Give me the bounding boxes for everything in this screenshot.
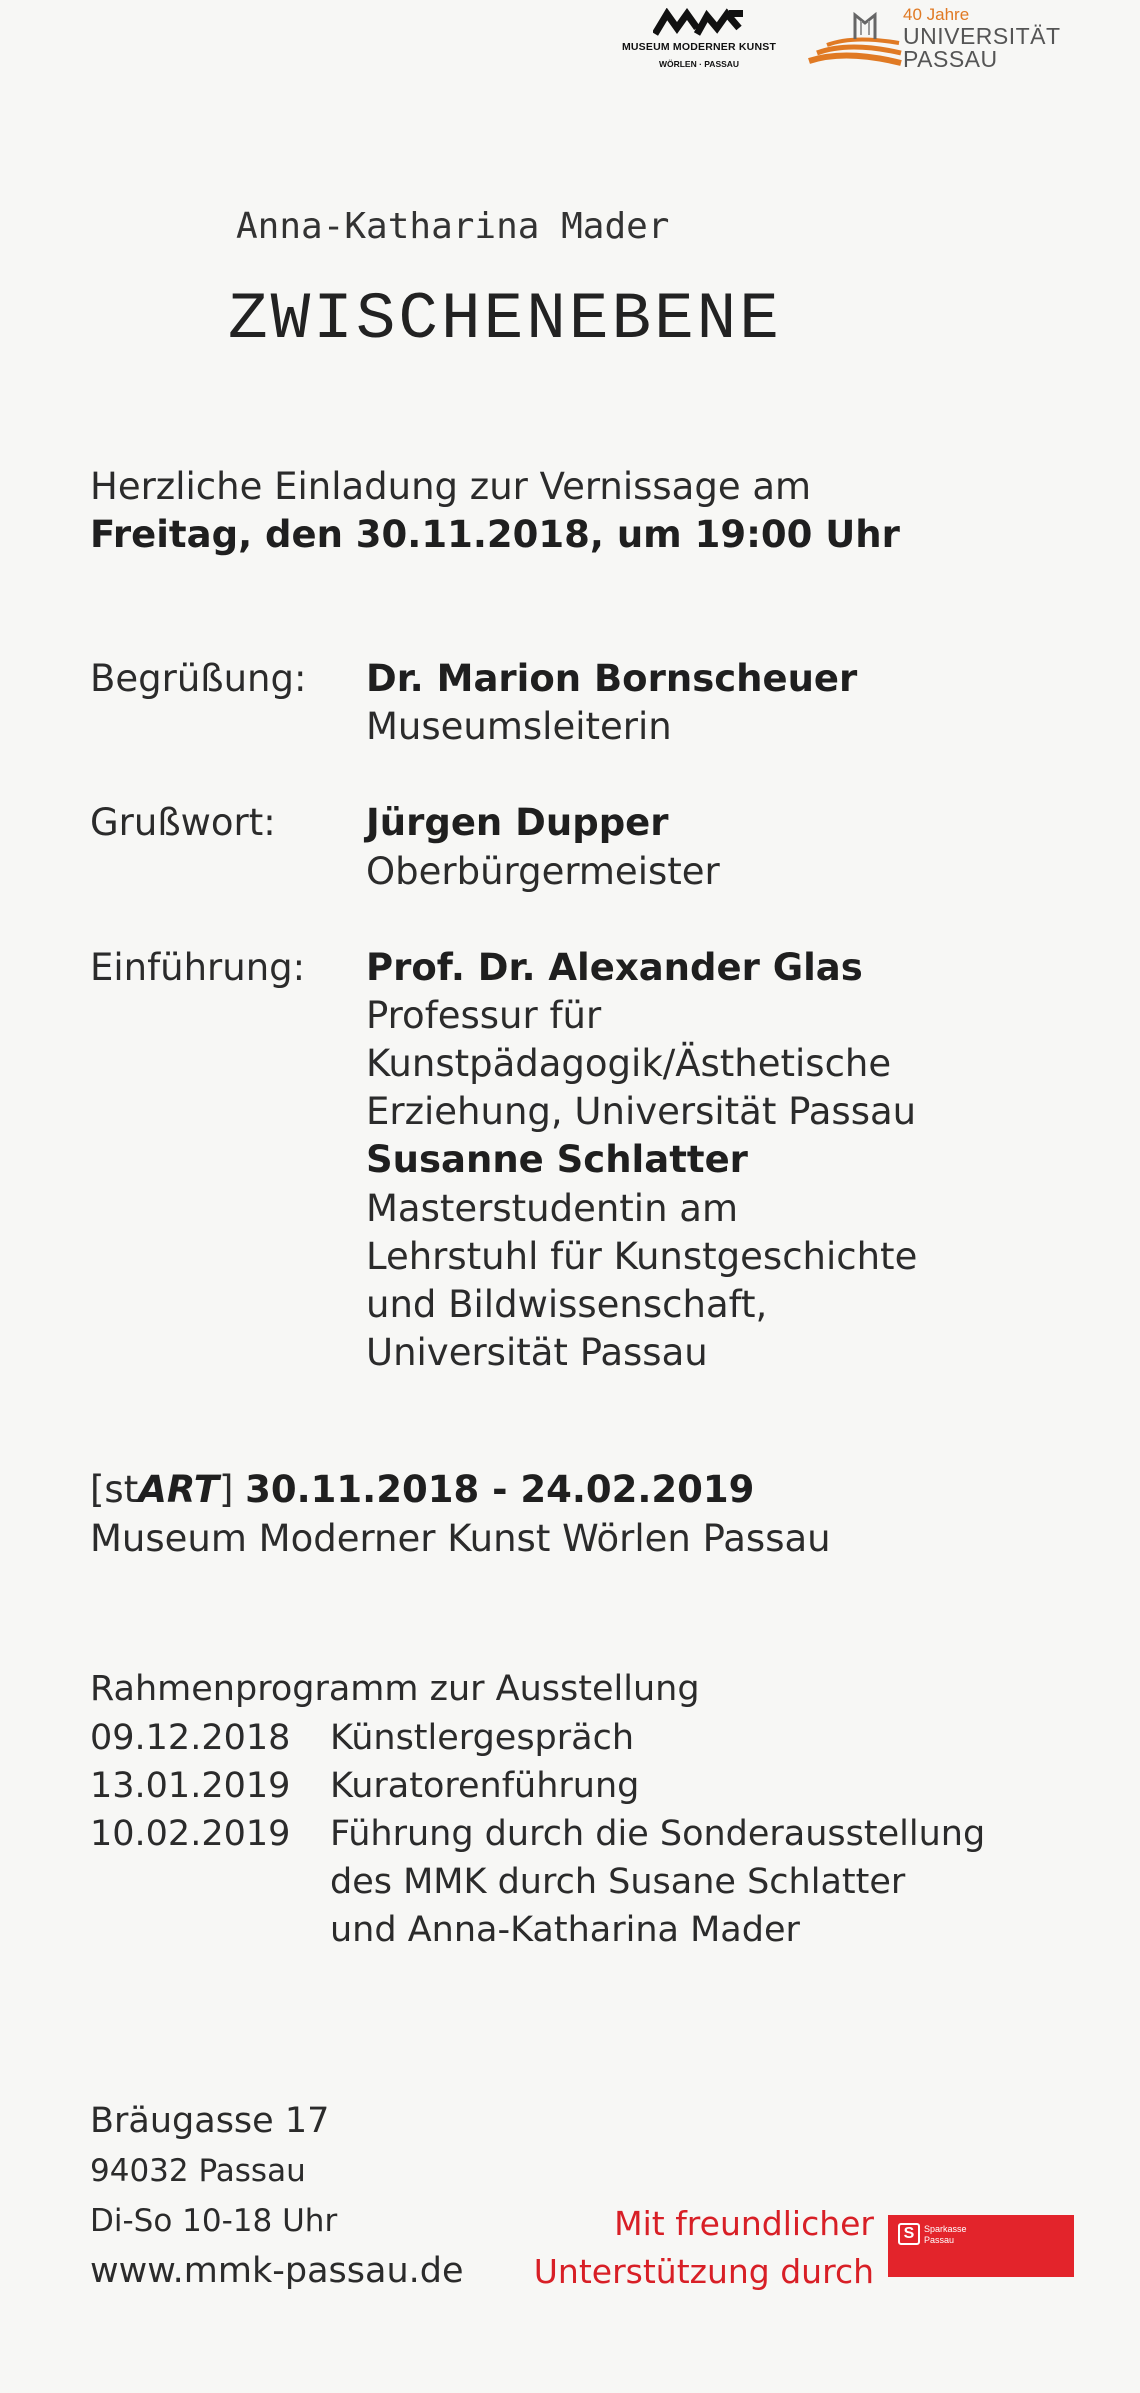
series-bracket-open: [st bbox=[90, 1468, 139, 1511]
university-anniversary: 40 Jahre bbox=[903, 5, 970, 24]
sparkasse-name-line2: Passau bbox=[924, 2235, 955, 2245]
introduction-role-2-line: Masterstudentin am bbox=[366, 1187, 739, 1230]
introduction-role-1-line: Kunstpädagogik/Ästhetische bbox=[366, 1042, 892, 1085]
address-speech-name: Jürgen Dupper bbox=[366, 801, 669, 844]
address-city: 94032 Passau bbox=[90, 2153, 306, 2189]
opening-hours: Di-So 10-18 Uhr bbox=[90, 2203, 338, 2239]
program-event-text: Kuratorenführung bbox=[330, 1766, 640, 1806]
sparkasse-logo bbox=[888, 2215, 1074, 2277]
address-speech-role: Oberbürgermeister bbox=[366, 850, 720, 893]
introduction-role-2-line: Lehrstuhl für Kunstgeschichte bbox=[366, 1235, 918, 1278]
series-bracket-close: ] bbox=[218, 1468, 234, 1511]
university-logo bbox=[805, 5, 1061, 95]
exhibition-title: ZWISCHENEBENE bbox=[228, 282, 782, 357]
university-name-line2: PASSAU bbox=[903, 46, 998, 72]
greeting-name: Dr. Marion Bornscheuer bbox=[366, 657, 858, 700]
program-event-text: Führung durch die Sonderausstellung bbox=[330, 1814, 986, 1854]
exhibition-dates: 30.11.2018 - 24.02.2019 bbox=[245, 1468, 755, 1511]
introduction-label: Einführung: bbox=[90, 946, 306, 989]
introduction-name-2: Susanne Schlatter bbox=[366, 1138, 748, 1181]
artist-name: Anna-Katharina Mader bbox=[236, 206, 670, 247]
program-event-date: 10.02.2019 bbox=[90, 1814, 291, 1854]
website-link[interactable]: www.mmk-passau.de bbox=[90, 2251, 464, 2291]
program-event-date: 13.01.2019 bbox=[90, 1766, 291, 1806]
series-art: ART bbox=[138, 1468, 219, 1511]
introduction-role-2-line: und Bildwissenschaft, bbox=[366, 1283, 768, 1326]
introduction-role-1-line: Erziehung, Universität Passau bbox=[366, 1090, 917, 1133]
program-event-text: Künstlergespräch bbox=[330, 1718, 635, 1758]
mmk-logo-location: WÖRLEN · PASSAU bbox=[658, 59, 740, 69]
exhibition-series-line bbox=[90, 1466, 754, 1514]
program-event-date: 09.12.2018 bbox=[90, 1718, 291, 1758]
program-event-text: des MMK durch Susane Schlatter bbox=[330, 1862, 906, 1902]
address-street: Bräugasse 17 bbox=[90, 2101, 330, 2141]
mmk-logo bbox=[600, 8, 798, 90]
sponsor-note bbox=[508, 2200, 874, 2296]
sponsor-note-line2: Unterstützung durch bbox=[533, 2252, 874, 2291]
sparkasse-name bbox=[924, 2224, 967, 2246]
invitation-text: Herzliche Einladung zur Vernissage am bbox=[90, 465, 812, 508]
introduction-name-1: Prof. Dr. Alexander Glas bbox=[366, 946, 863, 989]
invitation-date: Freitag, den 30.11.2018, um 19:00 Uhr bbox=[90, 513, 900, 556]
sponsor-note-line1: Mit freundlicher bbox=[614, 2204, 874, 2243]
introduction-role-1-line: Professur für bbox=[366, 994, 602, 1037]
sparkasse-name-line1: Sparkasse bbox=[924, 2224, 967, 2234]
program-heading: Rahmenprogramm zur Ausstellung bbox=[90, 1669, 700, 1709]
exhibition-venue: Museum Moderner Kunst Wörlen Passau bbox=[90, 1517, 831, 1560]
mmk-logo-name: MUSEUM MODERNER KUNST bbox=[621, 41, 777, 53]
mmk-logo-mark bbox=[653, 8, 745, 38]
university-name bbox=[903, 25, 1061, 71]
sparkasse-icon: S bbox=[898, 2223, 920, 2245]
museum-address bbox=[90, 2096, 464, 2296]
university-logo-mark bbox=[805, 9, 905, 69]
university-name-line1: UNIVERSITÄT bbox=[903, 23, 1061, 49]
address-speech-label: Grußwort: bbox=[90, 801, 276, 844]
program-event-text: und Anna-Katharina Mader bbox=[330, 1910, 800, 1950]
introduction-role-2-line: Universität Passau bbox=[366, 1331, 708, 1374]
greeting-label: Begrüßung: bbox=[90, 657, 307, 700]
greeting-role: Museumsleiterin bbox=[366, 705, 672, 748]
